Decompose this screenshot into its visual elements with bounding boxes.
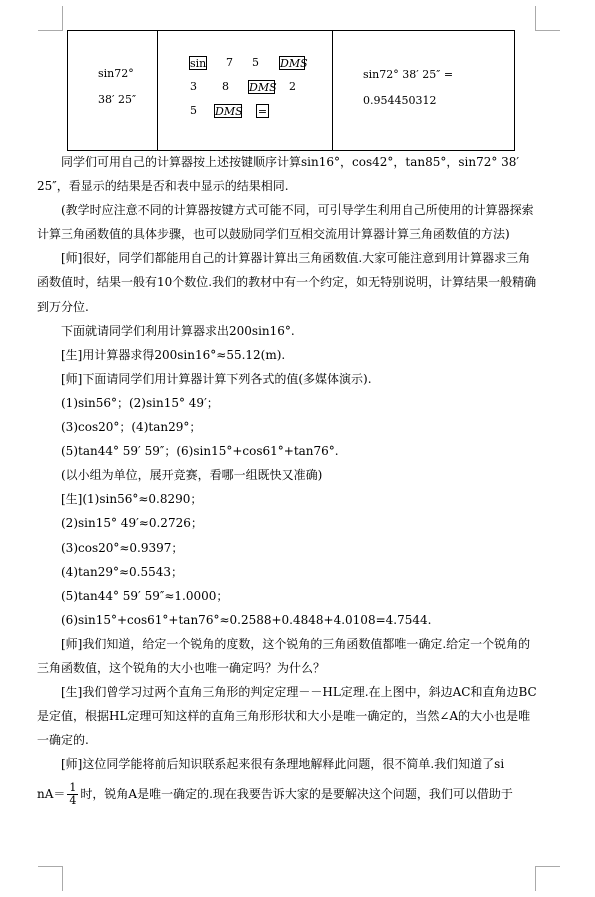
fraction-denominator: 4 [69,794,77,808]
key-equals: = [257,105,268,118]
cell-result-line2: 0.954450312 [363,94,437,107]
paragraph: [师]这位同学能将前后知识联系起来很有条理地解释此问题，很不简单.我们知道了si [61,757,505,772]
answer-line: (6)sin15°+cos61°+tan76°≈0.2588+0.4848+4.0108=4.7544. [61,612,432,627]
answer-line: (3)cos20°≈0.9397； [61,540,184,555]
cell-expression-line2: 38′ 25″ [98,93,137,106]
paragraph: [师]很好，同学们都能用自己的计算器计算出三角函数值.大家可能注意到用计算器求三角函数值时，结果一般有10个数位.我们的教材中有一个约定，如无特别说明，计算结果一般精确到万分位. [37,251,537,314]
cell-result-line1: sin72° 38′ 25″ = [363,68,454,81]
key-3: 3 [190,80,197,93]
fraction [67,782,78,807]
crop-mark-bottom-right [535,866,560,891]
paragraph: [生]我们曾学习过两个直角三角形的判定定理－－HL定理.在上图中，斜边AC和直角边BC是定值，根据HL定理可知这样的直角三角形形状和大小是唯一确定的，当然∠A的大小也是唯一确定的. [37,685,537,748]
paragraph: 下面就请同学们利用计算器求出200sin16°. [61,323,295,338]
key-sin: sin [190,57,207,70]
crop-mark-top-left [38,6,63,31]
calculator-table [67,30,515,151]
cell-expression-line1: sin72° [98,67,134,80]
paragraph: [生]用计算器求得200sin16°≈55.12(m). [61,347,286,362]
exercise-line: (5)tan44° 59′ 59″；(6)sin15°+cos61°+tan76°. [61,444,339,459]
exercise-line: (3)cos20°；(4)tan29°； [61,420,202,435]
crop-mark-bottom-left [38,866,63,891]
paragraph: 同学们可用自己的计算器按上述按键顺序计算sin16°，cos42°，tan85°，sin72° 38′ 25″，看显示的结果是否和表中显示的结果相同. [37,155,520,194]
key-2: 2 [289,80,296,93]
key-8: 8 [222,80,229,93]
key-5: 5 [252,56,259,69]
key-5: 5 [190,104,197,117]
answer-line: (2)sin15° 49′≈0.2726； [61,516,203,531]
crop-mark-top-right [535,6,560,31]
key-dms: DMS [215,105,243,118]
fraction-prefix: nA＝ [37,787,66,802]
fraction-line [37,776,537,812]
key-dms: DMS [249,81,277,94]
paragraph: (教学时应注意不同的计算器按键方式可能不同，可引导学生利用自己所使用的计算器探索计算三角函数值的具体步骤，也可以鼓励同学们互相交流用计算器计算三角函数值的方法) [37,203,534,242]
answer-line: [生](1)sin56°≈0.8290； [61,492,203,507]
answer-line: (4)tan29°≈0.5543； [61,564,184,579]
fraction-numerator: 1 [69,781,77,795]
paragraph: [师]下面请同学们用计算器计算下列各式的值(多媒体演示). [61,371,372,386]
table-divider [157,31,158,150]
exercise-line: (1)sin56°；(2)sin15° 49′； [61,395,219,410]
paragraph: (以小组为单位，展开竞赛，看哪一组既快又准确) [61,468,323,483]
key-dms: DMS [280,57,308,70]
fraction-suffix: 时，锐角A是唯一确定的.现在我要告诉大家的是要解决这个问题，我们可以借助于 [80,787,513,802]
paragraph: [师]我们知道，给定一个锐角的度数，这个锐角的三角函数值都唯一确定.给定一个锐角的三角函数值，这个锐角的大小也唯一确定吗？为什么？ [37,636,531,675]
table-divider [332,31,333,150]
answer-line: (5)tan44° 59′ 59″≈1.0000； [61,588,229,603]
key-7: 7 [226,56,233,69]
document-body [37,150,537,812]
